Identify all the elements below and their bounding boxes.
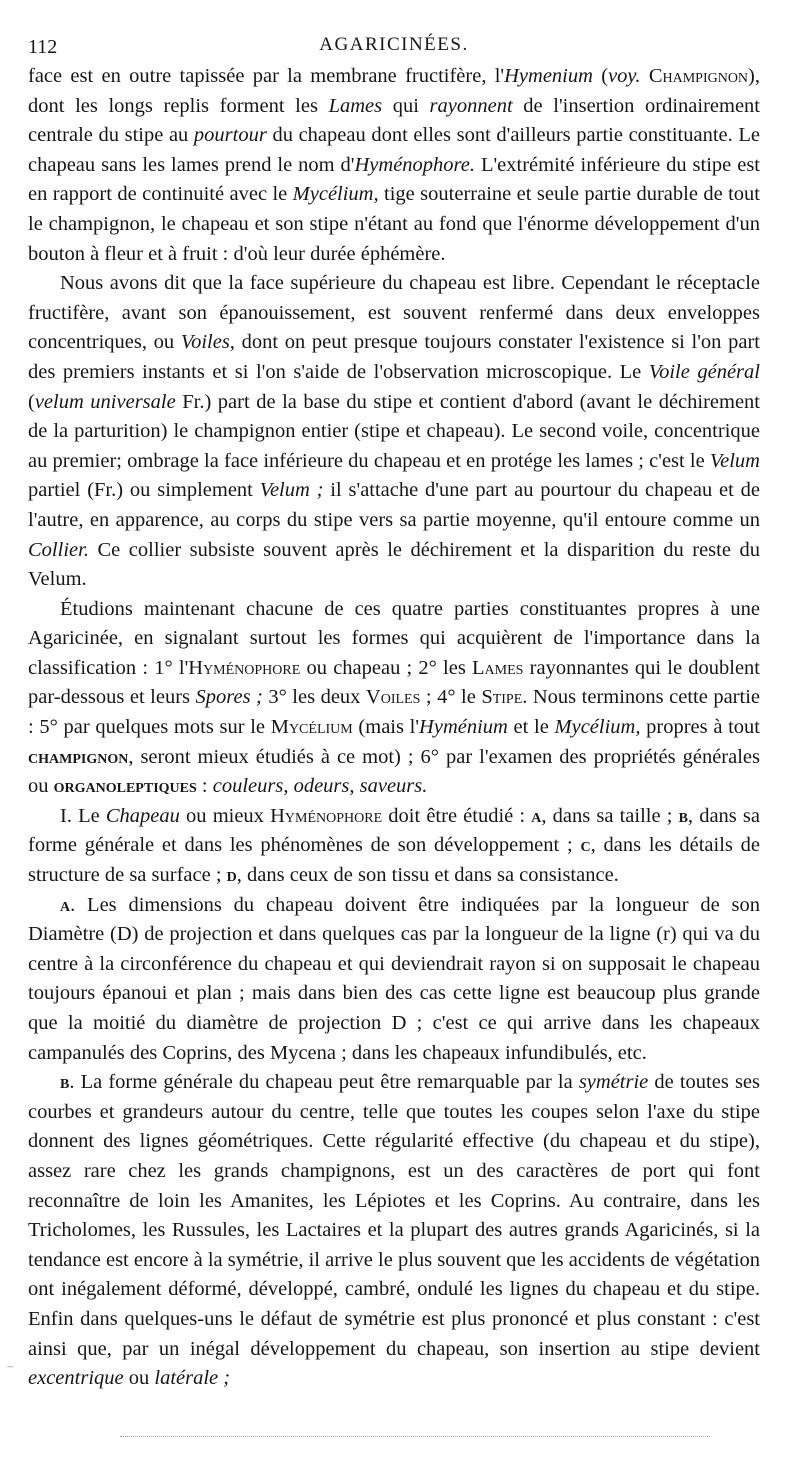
small-caps-run: Mycélium	[270, 716, 353, 739]
text-run: (mais l'	[352, 716, 420, 739]
text-run: ; 4° le	[420, 686, 482, 709]
bottom-rule	[120, 1436, 710, 1437]
italic-run: Hyménophore.	[354, 153, 475, 176]
italic-run: Voile général	[648, 360, 760, 383]
italic-run: Chapeau	[105, 804, 180, 827]
text-run: de l'insertion ordinairement centrale du stipe au	[28, 94, 760, 147]
text-run: tige souterraine et seule partie durable de tout le champignon, le chapeau et son stipe n'étant au fond que l'énorme développement d'un bouton à fleur et à fruit : d'où leur durée éphémère.	[28, 183, 760, 265]
italic-run: pourtour	[193, 124, 267, 147]
small-caps-run: Lames	[472, 656, 524, 679]
italic-run: Collier.	[28, 538, 89, 561]
text-run: Nous avons dit que la face supérieure du chapeau est libre. Cependant le réceptacle fructifère, avant son épanouissement, est souvent renfermé dans deux enveloppes concentriques, ou	[28, 272, 760, 354]
italic-run: Mycélium,	[554, 716, 641, 739]
bold-small-caps-run: c	[580, 834, 591, 857]
paragraph	[28, 595, 760, 802]
italic-run: Hyménium	[419, 716, 508, 739]
text-run: ), dont les longs replis forment les	[28, 65, 760, 117]
bold-small-caps-run: a	[531, 804, 542, 827]
small-caps-run: Champignon	[648, 65, 749, 87]
paragraph	[28, 802, 760, 891]
bold-small-caps-run: a	[60, 893, 71, 916]
paragraph	[28, 1068, 760, 1394]
text-run: ou mieux	[179, 804, 271, 827]
text-run: (	[28, 390, 35, 413]
italic-run: latérale ;	[154, 1367, 231, 1390]
small-caps-run: Hyménophore	[270, 804, 383, 827]
page-number: 112	[28, 36, 58, 58]
italic-run: Hymenium	[504, 65, 593, 87]
body-text	[28, 62, 760, 1394]
paragraph	[28, 269, 760, 595]
text-run: et le	[507, 716, 555, 739]
bold-small-caps-run: b	[60, 1071, 70, 1094]
page-header	[28, 28, 760, 62]
text-run: doit être étudié :	[382, 804, 532, 827]
text-run: , seront mieux étudiés à ce mot) ; 6° par l'examen des propriétés générales ou	[28, 745, 760, 798]
italic-run: couleurs, odeurs, saveurs.	[212, 775, 428, 798]
text-run: . Nous terminons cette partie : 5° par quelques mots sur le	[28, 686, 760, 739]
text-run: propres à tout	[640, 716, 760, 739]
small-caps-run: Stipe	[481, 686, 523, 709]
text-run: face est en outre tapissée par la membrane fructifère, l'	[28, 65, 505, 87]
italic-run: voy.	[608, 65, 641, 87]
text-run: . La forme générale du chapeau peut être remarquable par la	[69, 1071, 579, 1094]
text-run: :	[196, 775, 213, 798]
text-run: il s'attache d'une part au pourtour du chapeau et de l'autre, en apparence, au corps du stipe vers sa partie moyenne, qu'il entoure comme un	[28, 479, 760, 531]
text-run: qui	[382, 94, 430, 117]
italic-run: velum universale	[34, 390, 176, 413]
bold-small-caps-run: champignon	[28, 745, 129, 768]
text-run: Fr.) part de la base du stipe et contient d'abord (avant le déchirement de la parturition) le champignon entier (stipe et chapeau). Le second voile, concentrique au premier; ombrage la face inférieure du chapeau et en protége les lames ; c'est le	[28, 390, 760, 472]
text-run: (	[592, 65, 609, 87]
italic-run: Mycélium,	[292, 183, 379, 206]
text-run: , dans ceux de son tissu et dans sa consistance.	[236, 864, 619, 887]
paragraph	[28, 62, 760, 269]
small-caps-run: Hyménophore	[188, 656, 301, 679]
text-run: partiel (Fr.) ou simplement	[28, 479, 260, 502]
text-run: I. Le	[60, 804, 106, 827]
text-run: , dans sa taille ;	[541, 804, 679, 827]
bold-small-caps-run: organoleptiques	[53, 775, 197, 798]
bold-small-caps-run: d	[226, 864, 237, 887]
text-run: , dans les détails de structure de sa surface ;	[28, 834, 760, 887]
italic-run: Velum ;	[259, 479, 324, 502]
text-run: , dont on peut presque toujours constater l'existence si l'on part des premiers instants et si l'on s'aide de l'observation microscopique. Le	[28, 331, 760, 383]
italic-run: Voiles	[180, 331, 230, 354]
italic-run: Spores ;	[195, 686, 263, 709]
italic-run: Lames	[328, 94, 383, 117]
text-run: 3° les deux	[262, 686, 366, 709]
italic-run: excentrique	[28, 1367, 124, 1390]
text-run: ou	[123, 1367, 155, 1390]
text-run: ou chapeau ; 2° les	[300, 656, 473, 679]
text-run: . Les dimensions du chapeau doivent être indiquées par la longueur de son Diamètre (D) de projection et dans quelques cas par la longueur de la ligne (r) qui va du centre à la circonférence du chapeau et qui deviendrait rayon si on supposait le chapeau toujours épanoui et plan ; mais dans bien des cas cette ligne est beaucoup plus grande que la moitié du diamètre de projection D ; c'est ce qui arrive dans les chapeaux campanulés des Coprins, des Mycena ; dans les chapeaux infundibulés, etc.	[28, 893, 760, 1064]
text-run: , dans sa forme générale et dans les phénomènes de son développement ;	[28, 804, 760, 857]
italic-run: rayonnent	[429, 94, 513, 117]
italic-run: symétrie	[578, 1071, 649, 1094]
text-run: Étudions maintenant chacune de ces quatre parties constituantes propres à une Agaricinée, en signalant surtout les formes qui acquièrent de l'importance dans la classification : 1° l'	[28, 597, 760, 679]
text-run: L'extrémité inférieure du stipe est en rapport de continuité avec le	[28, 153, 760, 206]
paragraph	[28, 891, 760, 1069]
text-run	[641, 65, 649, 87]
text-run: de toutes ses courbes et grandeurs autour du centre, telle que toutes les coupes selon l'axe du stipe donnent des lignes géométriques. Cette régularité effective (du chapeau et du stipe), assez rare chez les grands champignons, est un des caractères de port qui font reconnaître de loin les Amanites, les Lépiotes et les Coprins. Au contraire, dans les Tricholomes, les Russules, les Lactaires et la plupart des autres grands Agaricinés, si la tendance est encore à la symétrie, il arrive le plus souvent que les accidents de végétation ont inégalement déformé, développé, cambré, ondulé les lignes du chapeau et du stipe. Enfin dans quelques-uns le défaut de symétrie est plus prononcé et plus constant : c'est ainsi que, par un inégal développement du chapeau, son insertion au stipe devient	[28, 1071, 761, 1360]
text-run: du chapeau dont elles sont d'ailleurs partie constituante. Le chapeau sans les lames prend le nom d'	[28, 124, 760, 176]
text-run: rayonnantes qui le doublent par-dessous et leurs	[28, 656, 760, 709]
small-caps-run: Voiles	[365, 686, 421, 709]
margin-mark: ⁻	[6, 1362, 15, 1379]
italic-run: Velum	[709, 449, 760, 472]
text-run: Ce collier subsiste souvent après le déchirement et la disparition du reste du Velum.	[28, 538, 760, 591]
bold-small-caps-run: b	[678, 804, 688, 827]
running-title: AGARICINÉES.	[319, 34, 469, 55]
